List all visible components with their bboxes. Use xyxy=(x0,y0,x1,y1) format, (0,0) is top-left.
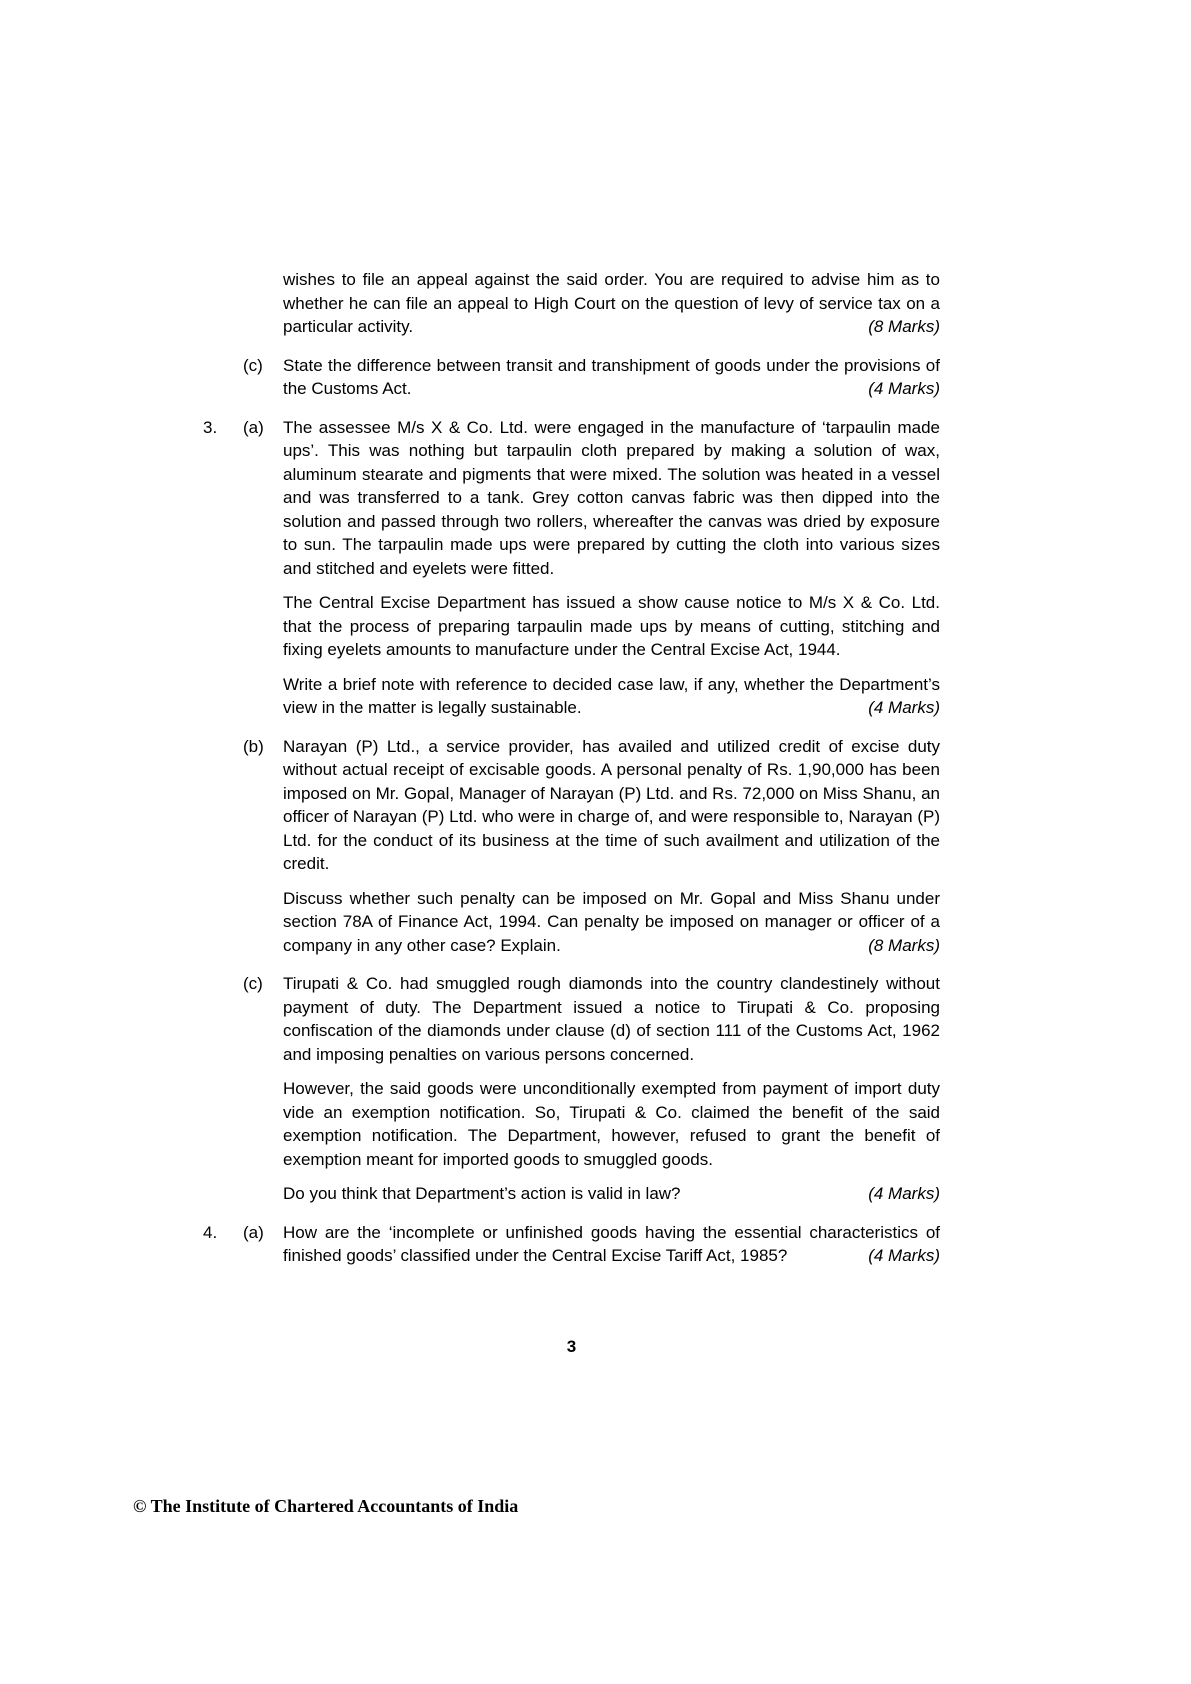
question-block xyxy=(203,1221,940,1268)
paragraph-text: Do you think that Department’s action is valid in law? xyxy=(283,1184,681,1203)
paragraph xyxy=(283,972,940,1066)
question-letter: (a) xyxy=(243,1222,264,1242)
marks-label: (4 Marks) xyxy=(862,377,940,401)
question-number: 4. xyxy=(203,1222,218,1242)
paragraph xyxy=(283,354,940,401)
paragraph-text: Narayan (P) Ltd., a service provider, has availed and utilized credit of excise duty without actual receipt of excisable goods. A personal penalty of Rs. 1,90,000 has been imposed on Mr. Gopal, Manager of Narayan (P) Ltd. and Rs. 72,000 on Miss Shanu, an officer of Narayan (P) Ltd. who were in charge of, and were responsible to, Narayan (P) Ltd. for the conduct of its business at the time of such availment and utilization of the credit. xyxy=(283,736,940,873)
paragraph-text: The Central Excise Department has issued a show cause notice to M/s X & Co. Ltd. that the process of preparing tarpaulin made ups by means of cutting, stitching and fixing eyelets amounts to manufacture under the Central Excise Act, 1944. xyxy=(283,593,940,659)
question-number xyxy=(203,972,243,1206)
footer-copyright: © The Institute of Chartered Accountants of India xyxy=(133,1496,519,1516)
question-body xyxy=(283,735,940,958)
question-number xyxy=(203,735,243,958)
page-content xyxy=(203,268,940,1283)
paragraph-text: However, the said goods were unconditionally exempted from payment of import duty vide an exemption notification. So, Tirupati & Co. claimed the benefit of the said exemption notification. The Department, however, refused to grant the benefit of exemption meant for imported goods to smuggled goods. xyxy=(283,1079,940,1169)
paragraph xyxy=(283,1182,940,1206)
question-body xyxy=(283,354,940,401)
question-block xyxy=(203,735,940,958)
paragraph xyxy=(283,673,940,720)
marks-label: (4 Marks) xyxy=(862,1182,940,1206)
question-letter: (b) xyxy=(243,736,264,756)
question-number xyxy=(203,354,243,401)
question-block xyxy=(203,354,940,401)
question-letter: (a) xyxy=(243,417,264,437)
question-body xyxy=(283,268,940,339)
marks-label: (8 Marks) xyxy=(862,315,940,339)
paragraph xyxy=(283,1221,940,1268)
paragraph xyxy=(283,1077,940,1171)
paragraph-text: Discuss whether such penalty can be imposed on Mr. Gopal and Miss Shanu under section 78A of Finance Act, 1994. Can penalty be imposed on manager or officer of a company in any other case? Explain. xyxy=(283,888,940,955)
question-letter: (c) xyxy=(243,974,263,993)
question-block xyxy=(203,268,940,339)
paragraph xyxy=(283,591,940,662)
paragraph xyxy=(283,416,940,581)
question-letter xyxy=(243,268,283,339)
paragraph-text: State the difference between transit and transhipment of goods under the provisions of the Customs Act. xyxy=(283,355,940,398)
question-body xyxy=(283,1221,940,1268)
page-number: 3 xyxy=(566,1337,577,1356)
paragraph xyxy=(283,887,940,958)
question-number: 3. xyxy=(203,417,218,437)
paragraph-text: Write a brief note with reference to decided case law, if any, whether the Department’s view in the matter is legally sustainable. xyxy=(283,674,940,717)
question-body xyxy=(283,416,940,720)
paragraph-text: How are the ‘incomplete or unfinished goods having the essential characteristics of finished goods’ classified under the Central Excise Tariff Act, 1985? xyxy=(283,1222,940,1265)
question-number xyxy=(203,268,243,339)
question-letter: (c) xyxy=(243,355,263,375)
question-block xyxy=(203,972,940,1206)
paragraph-text: wishes to file an appeal against the said order. You are required to advise him as to whether he can file an appeal to High Court on the question of levy of service tax on a particular activity. xyxy=(283,270,940,336)
marks-label: (4 Marks) xyxy=(862,1244,940,1268)
paragraph-text: Tirupati & Co. had smuggled rough diamonds into the country clandestinely without payment of duty. The Department issued a notice to Tirupati & Co. proposing confiscation of the diamonds under clause (d) of section 111 of the Customs Act, 1962 and imposing penalties on various persons concerned. xyxy=(283,974,940,1064)
question-block xyxy=(203,416,940,720)
paragraph xyxy=(283,735,940,876)
paragraph-text: The assessee M/s X & Co. Ltd. were engaged in the manufacture of ‘tarpaulin made ups’. This was nothing but tarpaulin cloth prepared by making a solution of wax, aluminum stearate and pigments that were mixed. The solution was heated in a vessel and was transferred to a tank. Grey cotton canvas fabric was then dipped into the solution and passed through two rollers, whereafter the canvas was dried by exposure to sun. The tarpaulin made ups were prepared by cutting the cloth into various sizes and stitched and eyelets were fitted. xyxy=(283,417,940,578)
question-body xyxy=(283,972,940,1206)
paragraph xyxy=(283,268,940,339)
marks-label: (4 Marks) xyxy=(862,696,940,720)
marks-label: (8 Marks) xyxy=(862,934,940,958)
